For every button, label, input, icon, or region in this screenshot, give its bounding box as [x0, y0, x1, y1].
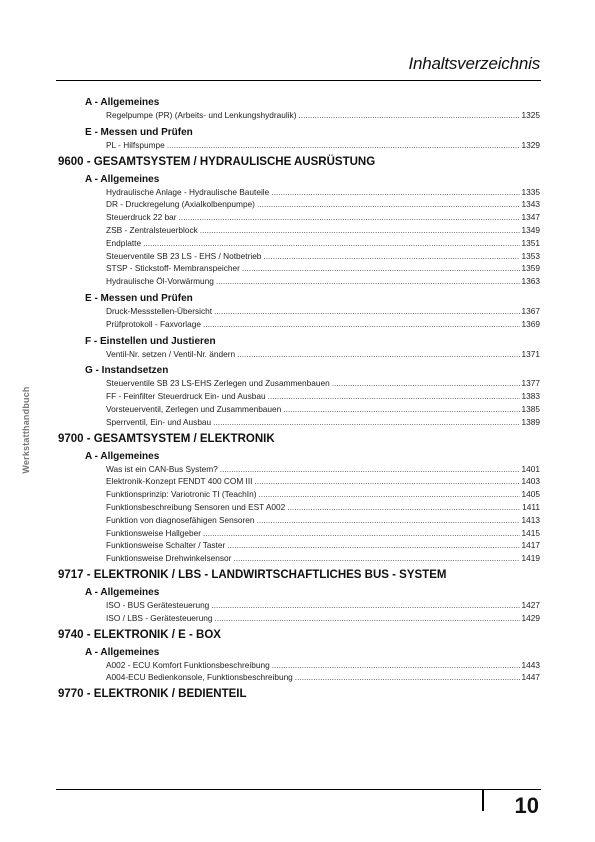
toc-entry[interactable] — [58, 390, 540, 403]
toc-entry[interactable] — [58, 305, 540, 318]
toc-entry-page: 1389 — [521, 416, 540, 427]
dot-leader — [268, 390, 520, 403]
toc-entry-title: Was ist ein CAN-Bus System? — [106, 463, 218, 474]
toc-entry-page: 1369 — [521, 318, 540, 329]
toc-entry-page: 1377 — [521, 378, 540, 389]
group-heading: E - Messen und Prüfen — [85, 292, 193, 304]
group-heading: A - Allgemeines — [85, 97, 160, 108]
toc-entry-page: 1447 — [521, 672, 540, 683]
toc-entry-title: Funktionsweise Drehwinkelsensor — [106, 553, 232, 564]
group-heading: A - Allgemeines — [85, 646, 160, 658]
toc-entry-title: STSP - Stickstoff- Membranspeicher — [106, 263, 240, 274]
toc-entry[interactable] — [58, 275, 540, 288]
footer-rule — [56, 789, 541, 790]
toc-entry[interactable] — [58, 552, 540, 565]
toc-entry-title: Endplatte — [106, 237, 142, 248]
group-heading: A - Allgemeines — [85, 586, 160, 598]
dot-leader — [283, 403, 519, 416]
toc-entry-page: 1359 — [521, 263, 540, 274]
toc-entry-page: 1403 — [521, 476, 540, 487]
dot-leader — [203, 527, 520, 540]
toc-entry-page: 1417 — [521, 540, 540, 551]
dot-leader — [257, 514, 520, 527]
toc-entry-page: 1353 — [521, 250, 540, 261]
toc-entry-title: Ventil-Nr. setzen / Ventil-Nr. ändern — [106, 348, 236, 359]
toc-entry-page: 1405 — [521, 489, 540, 500]
toc-entry-title: Regelpumpe (PR) (Arbeits- und Lenkungshydraulik) — [106, 110, 297, 120]
toc-entry[interactable] — [58, 416, 540, 429]
toc-entry-page: 1335 — [521, 186, 540, 197]
toc-entry-title: Sperrventil, Ein- und Ausbau — [106, 416, 212, 427]
toc-entry[interactable] — [58, 262, 540, 275]
section-heading: 9770 - ELEKTRONIK / BEDIENTEIL — [58, 688, 247, 701]
toc-entry[interactable] — [58, 671, 540, 684]
group-heading: G - Instandsetzen — [85, 365, 169, 377]
toc-entry[interactable] — [58, 659, 540, 672]
dot-leader — [227, 539, 519, 552]
toc-entry[interactable] — [58, 377, 540, 390]
toc-entry[interactable] — [58, 224, 540, 237]
dot-leader — [257, 198, 520, 211]
group-heading: E - Messen und Prüfen — [85, 126, 193, 138]
toc-entry-page: 1367 — [521, 305, 540, 316]
toc-entry-title: Funktion von diagnosefähigen Sensoren — [106, 514, 255, 525]
dot-leader — [167, 139, 520, 152]
dot-leader — [271, 186, 519, 199]
toc-entry-title: ISO / LBS - Gerätesteuerung — [106, 612, 213, 623]
toc-entry-page: 1413 — [521, 514, 540, 525]
toc-entry-page: 1371 — [521, 348, 540, 359]
toc-entry-title: A004-ECU Bedienkonsole, Funktionsbeschreibung — [106, 672, 293, 683]
toc-entry-title: PL - Hilfspumpe — [106, 139, 165, 150]
dot-leader — [295, 671, 520, 684]
dot-leader — [233, 552, 519, 565]
toc-entry[interactable] — [58, 527, 540, 540]
group-heading: F - Einstellen und Justieren — [85, 335, 216, 347]
toc-entry[interactable] — [58, 109, 540, 122]
toc-entry[interactable] — [58, 612, 540, 625]
toc-entry-page: 1383 — [521, 391, 540, 402]
toc-entry-page: 1411 — [522, 501, 540, 512]
toc-entry-title: Steuerventile SB 23 LS-EHS Zerlegen und Zusammenbauen — [106, 378, 330, 389]
dot-leader — [332, 377, 520, 390]
dot-leader — [200, 224, 520, 237]
dot-leader — [242, 262, 520, 275]
dot-leader — [211, 599, 519, 612]
footer-divider — [482, 789, 484, 811]
toc-entry-title: Funktionsbeschreibung Sensoren und EST A002 — [106, 501, 286, 512]
dot-leader — [258, 488, 519, 501]
toc-entry[interactable] — [58, 250, 540, 263]
page-number: 10 — [514, 793, 539, 818]
toc-entry[interactable] — [58, 318, 540, 331]
toc-entry-page: 1419 — [521, 553, 540, 564]
toc-entry-page: 1349 — [521, 224, 540, 235]
toc-entry-title: Hydraulische Öl-Vorwärmung — [106, 276, 214, 287]
dot-leader — [263, 250, 519, 263]
toc-entry-page: 1363 — [521, 276, 540, 287]
dot-leader — [272, 659, 520, 672]
toc-entry-title: Vorsteuerventil, Zerlegen und Zusammenbauen — [106, 403, 282, 414]
toc-entry-page: 1351 — [521, 237, 540, 248]
toc-entry-title: Druck-Messstellen-Übersicht — [106, 305, 213, 316]
section-heading: 9700 - GESAMTSYSTEM / ELEKTRONIK — [58, 432, 275, 445]
section-heading: 9600 - GESAMTSYSTEM / HYDRAULISCHE AUSRÜSTUNG — [58, 155, 376, 168]
page-header-title: Inhaltsverzeichnis — [408, 54, 540, 73]
dot-leader — [254, 475, 519, 488]
toc-entry[interactable] — [58, 198, 540, 211]
toc-entry-title: ISO - BUS Gerätesteuerung — [106, 599, 210, 610]
toc-entry-page: 1325 — [521, 110, 540, 120]
toc-entry-title: FF - Feinfilter Steuerdruck Ein- und Ausbau — [106, 391, 266, 402]
dot-leader — [203, 318, 520, 331]
toc-entry-title: Funktionsprinzip: Variotronic TI (TeachIn) — [106, 489, 257, 500]
toc-entry-page: 1415 — [521, 527, 540, 538]
toc-entry-page: 1385 — [521, 403, 540, 414]
dot-leader — [220, 463, 520, 476]
toc-entry[interactable] — [58, 463, 540, 476]
group-heading: A - Allgemeines — [85, 450, 160, 462]
toc-entry-title: Steuerdruck 22 bar — [106, 212, 177, 223]
toc-entry[interactable] — [58, 501, 540, 514]
toc-entry[interactable] — [58, 599, 540, 612]
toc-entry[interactable] — [58, 211, 540, 224]
toc-entry[interactable] — [58, 514, 540, 527]
toc-entry-page: 1429 — [521, 612, 540, 623]
toc-entry-title: Hydraulische Anlage - Hydraulische Bauteile — [106, 186, 270, 197]
dot-leader — [214, 305, 519, 318]
toc-entry[interactable] — [58, 403, 540, 416]
toc-entry-title: Steuerventile SB 23 LS - EHS / Notbetrieb — [106, 250, 262, 261]
dot-leader — [179, 211, 520, 224]
toc-entry-title: DR - Druckregelung (Axialkolbenpumpe) — [106, 199, 255, 210]
toc-entry-page: 1343 — [521, 199, 540, 210]
toc-entry[interactable] — [58, 139, 540, 152]
table-of-contents — [58, 92, 540, 703]
toc-entry[interactable] — [58, 475, 540, 488]
toc-entry-title: ZSB - Zentralsteuerblock — [106, 224, 198, 235]
side-label: Werkstatthandbuch — [21, 386, 31, 474]
header-rule — [56, 80, 541, 81]
dot-leader — [215, 612, 520, 625]
toc-entry-page: 1401 — [521, 463, 540, 474]
toc-entry-page: 1329 — [521, 139, 540, 150]
toc-entry-page: 1443 — [521, 659, 540, 670]
dot-leader — [216, 275, 520, 288]
toc-entry[interactable] — [58, 539, 540, 552]
toc-entry[interactable] — [58, 488, 540, 501]
dot-leader — [237, 348, 519, 361]
toc-entry-page: 1427 — [521, 599, 540, 610]
toc-entry[interactable] — [58, 186, 540, 199]
toc-entry[interactable] — [58, 348, 540, 361]
dot-leader — [287, 501, 520, 514]
dot-leader — [298, 109, 519, 122]
toc-entry-title: Funktionsweise Hallgeber — [106, 527, 202, 538]
section-heading: 9740 - ELEKTRONIK / E - BOX — [58, 628, 221, 641]
toc-entry[interactable] — [58, 237, 540, 250]
toc-entry-title: Funktionsweise Schalter / Taster — [106, 540, 226, 551]
toc-entry-page: 1347 — [521, 212, 540, 223]
toc-entry-title: A002 - ECU Komfort Funktionsbeschreibung — [106, 659, 270, 670]
section-heading: 9717 - ELEKTRONIK / LBS - LANDWIRTSCHAFTLICHES BUS - SYSTEM — [58, 568, 447, 581]
group-heading: A - Allgemeines — [85, 173, 160, 185]
toc-entry-title: Elektronik-Konzept FENDT 400 COM III — [106, 476, 253, 487]
dot-leader — [213, 416, 519, 429]
toc-entry-title: Prüfprotokoll - Faxvorlage — [106, 318, 201, 329]
dot-leader — [143, 237, 519, 250]
